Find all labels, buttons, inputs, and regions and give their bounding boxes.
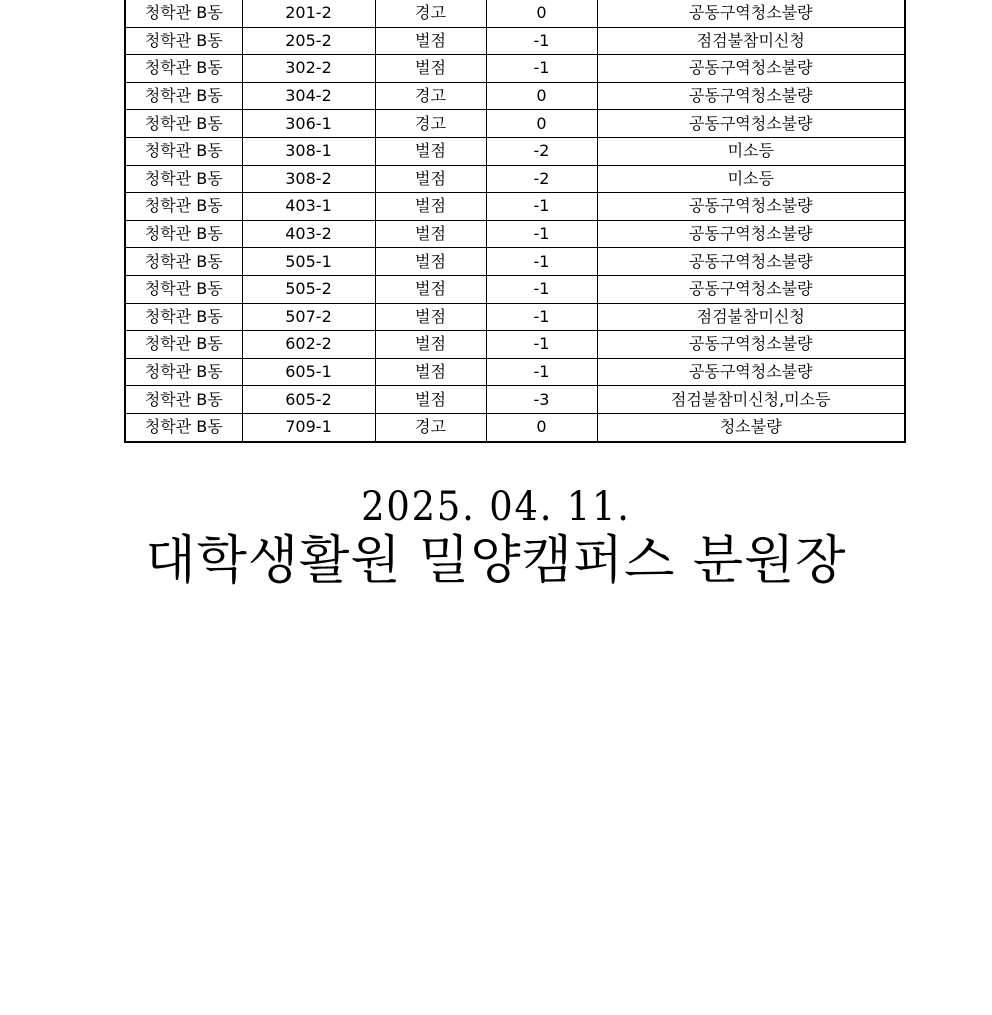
cell-room: 507-2 (242, 303, 375, 331)
cell-building: 청학관 B동 (125, 220, 242, 248)
penalty-table (124, 0, 906, 443)
cell-type: 벌점 (375, 331, 486, 359)
table-row (125, 248, 905, 276)
table-row (125, 110, 905, 138)
cell-type: 벌점 (375, 303, 486, 331)
cell-type: 경고 (375, 82, 486, 110)
cell-points: -1 (486, 193, 597, 221)
table-row (125, 413, 905, 441)
cell-type: 벌점 (375, 358, 486, 386)
cell-points: 0 (486, 0, 597, 27)
table-row (125, 275, 905, 303)
cell-points: -1 (486, 303, 597, 331)
cell-type: 벌점 (375, 275, 486, 303)
cell-points: -1 (486, 220, 597, 248)
cell-reason: 미소등 (597, 165, 905, 193)
cell-room: 205-2 (242, 27, 375, 55)
issuer-signature: 대학생활원 밀양캠퍼스 분원장 (145, 531, 847, 591)
cell-points: -1 (486, 248, 597, 276)
cell-room: 602-2 (242, 331, 375, 359)
cell-building: 청학관 B동 (125, 303, 242, 331)
cell-building: 청학관 B동 (125, 193, 242, 221)
cell-type: 경고 (375, 0, 486, 27)
cell-building: 청학관 B동 (125, 386, 242, 414)
table-row (125, 193, 905, 221)
cell-reason: 점검불참미신청 (597, 27, 905, 55)
cell-room: 605-1 (242, 358, 375, 386)
cell-points: -3 (486, 386, 597, 414)
cell-room: 505-2 (242, 275, 375, 303)
cell-room: 308-2 (242, 165, 375, 193)
penalty-table-body (125, 0, 905, 442)
issue-date: 2025. 04. 11. (361, 484, 631, 530)
cell-reason: 공동구역청소불량 (597, 55, 905, 83)
cell-points: -1 (486, 27, 597, 55)
cell-type: 벌점 (375, 193, 486, 221)
cell-room: 709-1 (242, 413, 375, 441)
cell-building: 청학관 B동 (125, 248, 242, 276)
cell-building: 청학관 B동 (125, 27, 242, 55)
cell-type: 벌점 (375, 165, 486, 193)
cell-building: 청학관 B동 (125, 358, 242, 386)
table-row (125, 220, 905, 248)
cell-type: 경고 (375, 110, 486, 138)
cell-reason: 공동구역청소불량 (597, 0, 905, 27)
cell-building: 청학관 B동 (125, 110, 242, 138)
cell-points: -2 (486, 165, 597, 193)
cell-room: 304-2 (242, 82, 375, 110)
cell-reason: 점검불참미신청,미소등 (597, 386, 905, 414)
cell-room: 605-2 (242, 386, 375, 414)
cell-points: -1 (486, 358, 597, 386)
cell-type: 벌점 (375, 27, 486, 55)
cell-building: 청학관 B동 (125, 55, 242, 83)
table-row (125, 303, 905, 331)
cell-reason: 공동구역청소불량 (597, 193, 905, 221)
cell-type: 벌점 (375, 137, 486, 165)
cell-reason: 청소불량 (597, 413, 905, 441)
cell-points: 0 (486, 413, 597, 441)
cell-type: 벌점 (375, 386, 486, 414)
cell-building: 청학관 B동 (125, 275, 242, 303)
cell-type: 벌점 (375, 55, 486, 83)
cell-reason: 공동구역청소불량 (597, 110, 905, 138)
cell-type: 벌점 (375, 248, 486, 276)
table-row (125, 82, 905, 110)
cell-room: 403-2 (242, 220, 375, 248)
cell-building: 청학관 B동 (125, 82, 242, 110)
table-row (125, 358, 905, 386)
table-row (125, 165, 905, 193)
cell-room: 201-2 (242, 0, 375, 27)
cell-reason: 공동구역청소불량 (597, 248, 905, 276)
cell-reason: 공동구역청소불량 (597, 82, 905, 110)
table-row (125, 137, 905, 165)
cell-points: 0 (486, 82, 597, 110)
cell-points: -1 (486, 275, 597, 303)
cell-room: 308-1 (242, 137, 375, 165)
cell-building: 청학관 B동 (125, 165, 242, 193)
cell-type: 벌점 (375, 220, 486, 248)
table-row (125, 331, 905, 359)
cell-points: 0 (486, 110, 597, 138)
cell-points: -1 (486, 331, 597, 359)
table-row (125, 27, 905, 55)
cell-reason: 공동구역청소불량 (597, 275, 905, 303)
cell-building: 청학관 B동 (125, 413, 242, 441)
cell-room: 306-1 (242, 110, 375, 138)
cell-room: 505-1 (242, 248, 375, 276)
cell-reason: 미소등 (597, 137, 905, 165)
cell-building: 청학관 B동 (125, 0, 242, 27)
cell-room: 302-2 (242, 55, 375, 83)
cell-reason: 공동구역청소불량 (597, 358, 905, 386)
cell-reason: 점검불참미신청 (597, 303, 905, 331)
cell-type: 경고 (375, 413, 486, 441)
table-row (125, 0, 905, 27)
cell-reason: 공동구역청소불량 (597, 220, 905, 248)
cell-reason: 공동구역청소불량 (597, 331, 905, 359)
cell-building: 청학관 B동 (125, 331, 242, 359)
cell-points: -1 (486, 55, 597, 83)
cell-points: -2 (486, 137, 597, 165)
table-row (125, 386, 905, 414)
cell-room: 403-1 (242, 193, 375, 221)
cell-building: 청학관 B동 (125, 137, 242, 165)
table-row (125, 55, 905, 83)
